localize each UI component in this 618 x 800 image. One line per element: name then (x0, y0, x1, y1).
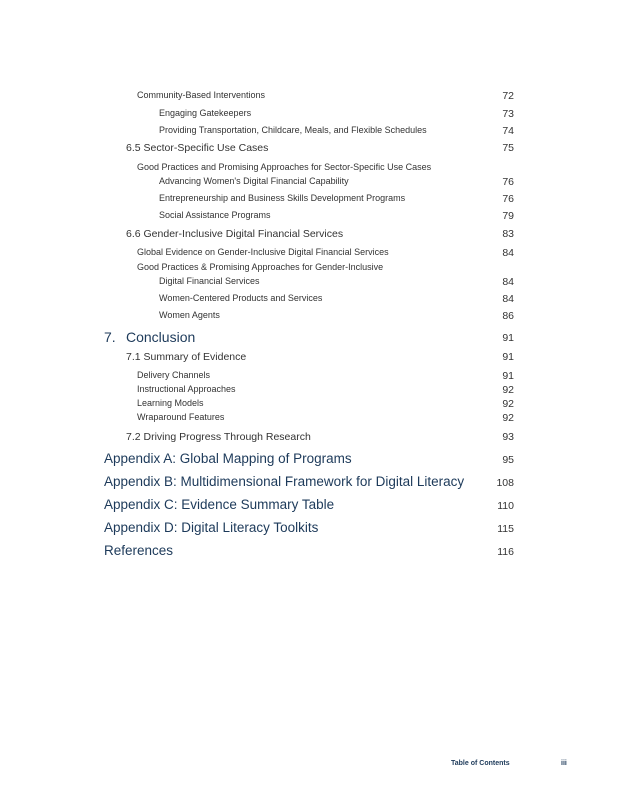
toc-entry-page: 91 (502, 351, 514, 363)
toc-entry-page: 108 (496, 477, 514, 489)
toc-entry-label: 6.6 Gender-Inclusive Digital Financial Services (126, 228, 344, 240)
toc-entry-page: 91 (502, 332, 514, 344)
toc-entry-page: 95 (502, 454, 514, 466)
toc-entry-label: References (104, 543, 174, 558)
toc-entry-page: 75 (502, 142, 514, 154)
toc-entry-label: Appendix A: Global Mapping of Programs (104, 451, 352, 466)
toc-entry-page: 73 (502, 108, 514, 120)
toc-entry-page: 115 (497, 523, 514, 535)
toc-entry-label: Social Assistance Programs (159, 210, 271, 220)
toc-entry-label: Women-Centered Products and Services (159, 293, 323, 303)
toc-entry-page: 84 (502, 247, 514, 259)
toc-entry-page: 92 (502, 384, 514, 396)
toc-entry-page: 116 (497, 546, 514, 558)
toc-entry-label: Good Practices and Promising Approaches for Sector-Specific Use Cases (137, 162, 432, 172)
toc-entry-label: 7.2 Driving Progress Through Research (126, 431, 311, 443)
toc-entry-label: Providing Transportation, Childcare, Meals, and Flexible Schedules (159, 125, 427, 135)
toc-entry-label: Appendix C: Evidence Summary Table (104, 497, 335, 512)
toc-entry-label: Engaging Gatekeepers (159, 108, 252, 118)
toc-entry-label: Appendix D: Digital Literacy Toolkits (104, 520, 319, 535)
footer-page-number: iii (561, 760, 567, 767)
toc-entry-page: 84 (502, 293, 514, 305)
toc-entry-page: 74 (502, 125, 514, 137)
toc-entry-page: 92 (502, 412, 514, 424)
toc-entry-page: 110 (497, 500, 514, 512)
toc-entry-page: 91 (502, 370, 514, 382)
toc-entry-label: Conclusion (126, 329, 196, 345)
toc-entry-label: Global Evidence on Gender-Inclusive Digital Financial Services (137, 247, 389, 257)
toc-entry-label: Wraparound Features (137, 412, 225, 422)
toc-entry-label: Women Agents (159, 310, 220, 320)
chapter-number: 7. (104, 329, 116, 345)
toc-entry-page: 84 (502, 276, 514, 288)
toc-entry-label: Delivery Channels (137, 370, 211, 380)
footer-section-label: Table of Contents (451, 760, 510, 767)
toc-entry-label: Digital Financial Services (159, 276, 260, 286)
toc-entry-page: 86 (502, 310, 514, 322)
toc-entry-page: 79 (502, 210, 514, 222)
toc-entry-label: Community-Based Interventions (137, 90, 266, 100)
toc-entry-label: Instructional Approaches (137, 384, 236, 394)
toc-entry-page: 83 (502, 228, 514, 240)
toc-entry-label: Good Practices & Promising Approaches for Gender-Inclusive (137, 262, 384, 272)
toc-entry-label: Advancing Women's Digital Financial Capability (159, 176, 349, 186)
toc-entry-label: Entrepreneurship and Business Skills Development Programs (159, 193, 406, 203)
toc-entry-page: 76 (502, 176, 514, 188)
toc-entry-page: 76 (502, 193, 514, 205)
toc-entry-label: Appendix B: Multidimensional Framework for Digital Literacy (104, 474, 465, 489)
toc-entry-page: 72 (502, 90, 514, 102)
toc-entry-label: 7.1 Summary of Evidence (126, 351, 247, 363)
toc-entry-label: Learning Models (137, 398, 204, 408)
toc-entry-page: 92 (502, 398, 514, 410)
toc-entry-label: 6.5 Sector-Specific Use Cases (126, 142, 269, 154)
toc-entry-page: 93 (502, 431, 514, 443)
